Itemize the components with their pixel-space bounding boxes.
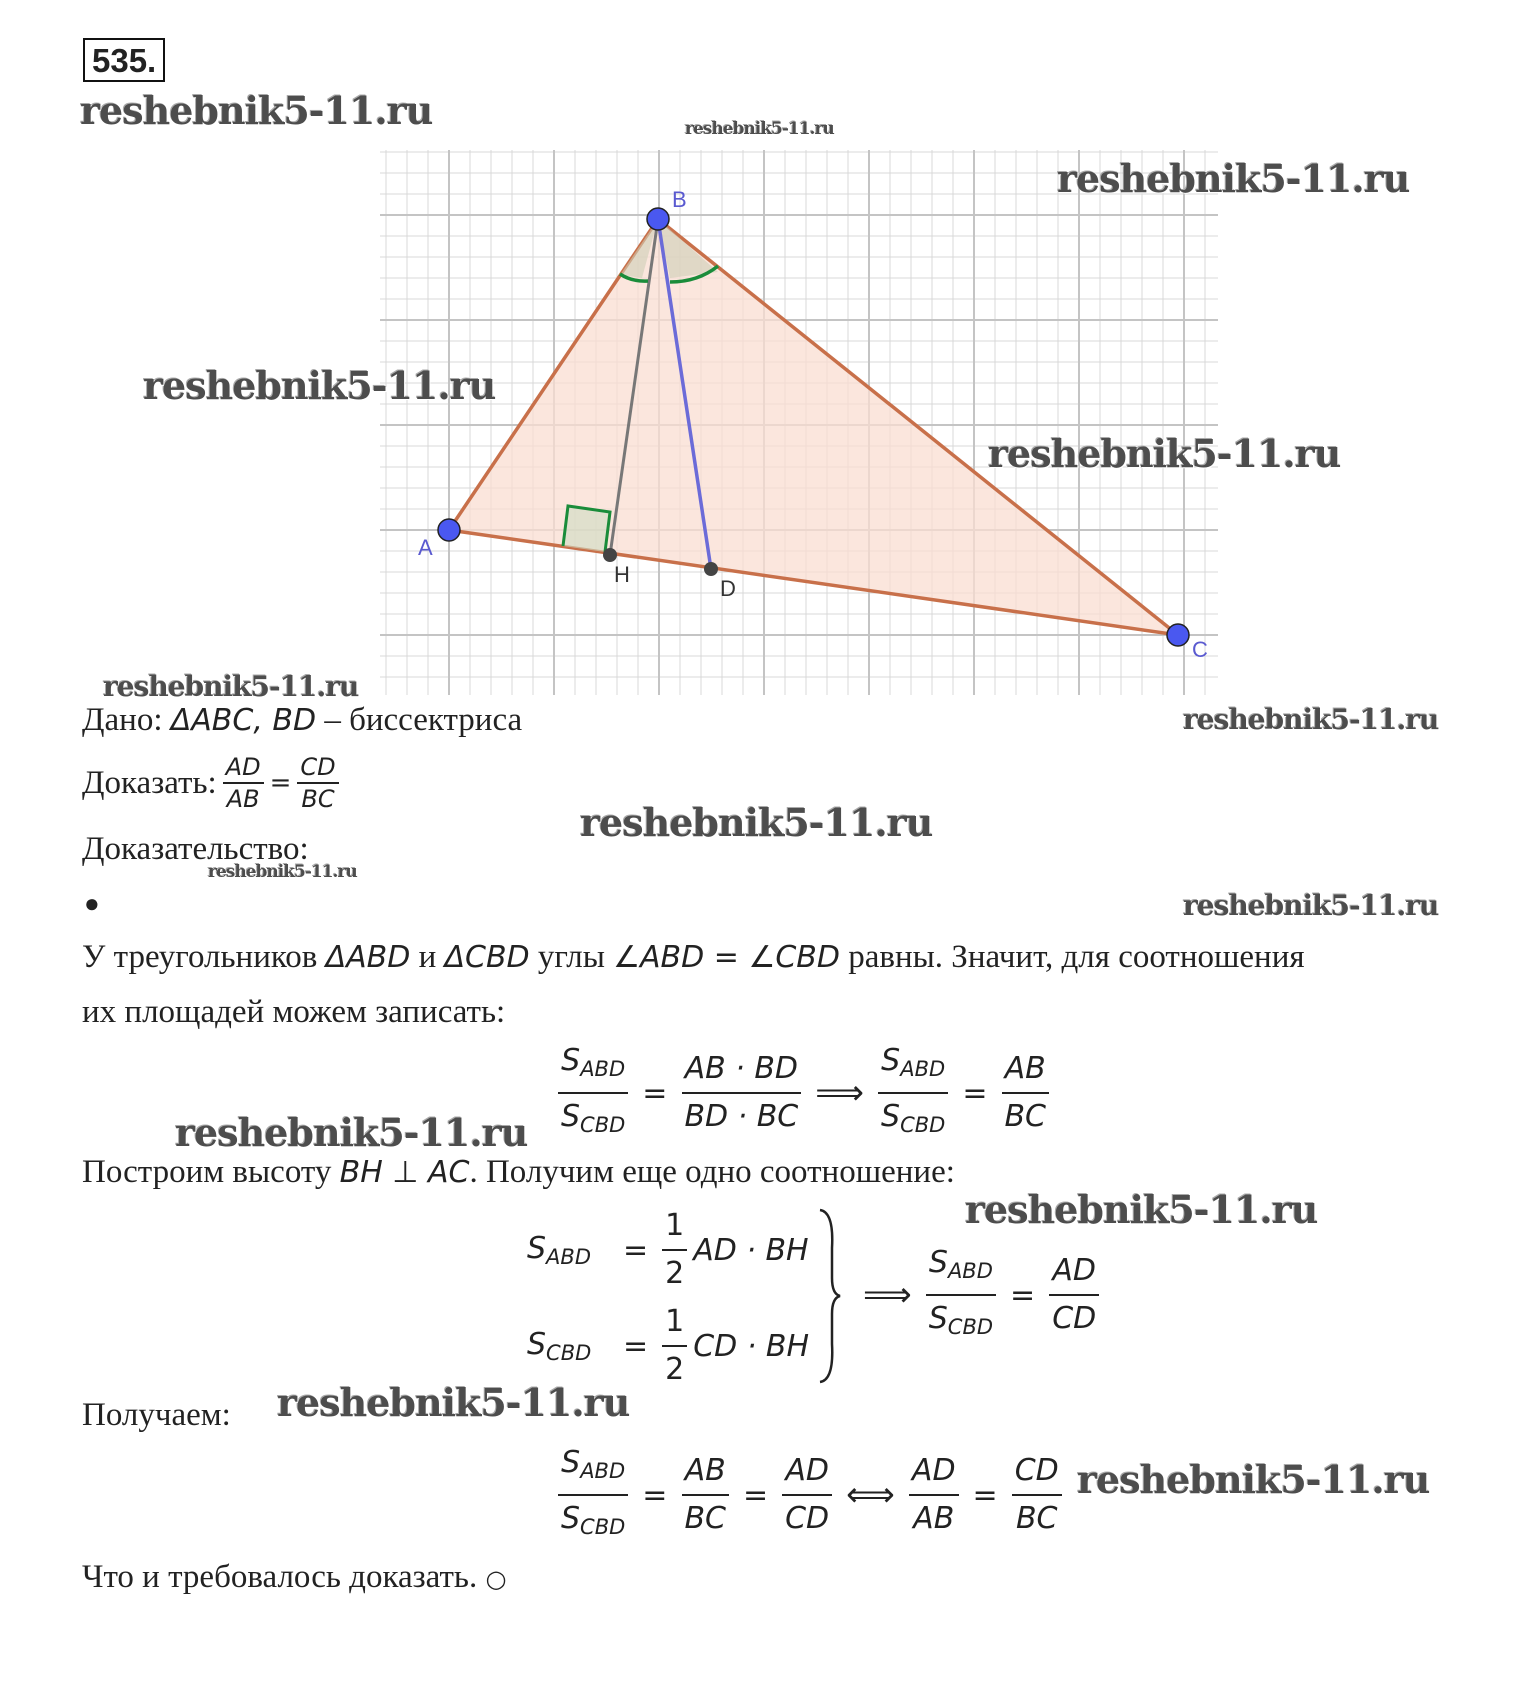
prove-lhs-denominator: AB — [226, 785, 260, 813]
f1-sub: ABD — [580, 1057, 626, 1081]
f2-res-frac-2 — [1049, 1248, 1099, 1342]
formula-final — [552, 1440, 1068, 1550]
para1-math-1: ΔABD — [325, 940, 411, 975]
para2-math: BH ⊥ AC — [339, 1155, 470, 1190]
proof-label: Доказательство: — [82, 831, 309, 867]
f3-iff: ⟺ — [846, 1475, 895, 1515]
prove-rhs-numerator: CD — [297, 752, 338, 784]
f3-frac-5 — [1012, 1448, 1062, 1542]
f2-res-frac-1 — [926, 1240, 996, 1350]
given-label: Дано: — [82, 702, 163, 738]
paragraph-2 — [82, 1152, 955, 1193]
point-h — [603, 548, 617, 562]
watermark: reshebnik5-11.ru — [685, 119, 834, 139]
prove-line — [82, 752, 345, 814]
para1-math-3: ∠ABD = ∠CBD — [613, 940, 840, 975]
triangle-abc — [449, 219, 1178, 635]
f1-s: S — [561, 1043, 581, 1078]
right-brace — [816, 1208, 844, 1384]
f3-eq: = — [742, 1477, 769, 1513]
f1-sub: CBD — [900, 1113, 946, 1137]
para1-text-1: У треугольников — [82, 939, 318, 975]
f2-s: S — [527, 1231, 547, 1266]
f1-num-4: AB — [1002, 1046, 1049, 1094]
formula-system — [527, 1202, 809, 1394]
f1-sub: CBD — [580, 1113, 626, 1137]
f2-eq: = — [623, 1328, 649, 1364]
f2-half-num: 1 — [662, 1299, 687, 1347]
f2-sub: ABD — [546, 1245, 591, 1269]
watermark: reshebnik5-11.ru — [1057, 156, 1410, 201]
f1-sub: ABD — [900, 1057, 946, 1081]
watermark: reshebnik5-11.ru — [208, 862, 357, 882]
label-h: H — [614, 562, 630, 587]
f2-implies: ⟹ — [863, 1275, 912, 1315]
label-c: C — [1192, 637, 1208, 662]
f3-eq: = — [642, 1477, 668, 1513]
f2-res-s: S — [928, 1245, 948, 1280]
watermark: reshebnik5-11.ru — [175, 1110, 528, 1155]
watermark: reshebnik5-11.ru — [580, 800, 933, 845]
f3-num-4: AD — [909, 1448, 959, 1496]
f1-den-2: BD · BC — [684, 1099, 799, 1134]
f2-half — [662, 1203, 687, 1297]
f1-frac-4 — [1001, 1046, 1049, 1140]
f3-frac-4 — [909, 1448, 959, 1542]
f2-res-eq: = — [1010, 1277, 1036, 1313]
f1-s: S — [881, 1043, 901, 1078]
f3-s: S — [561, 1501, 581, 1536]
f3-den-2: BC — [684, 1501, 726, 1536]
watermark: reshebnik5-11.ru — [80, 88, 433, 133]
f3-frac-3 — [782, 1448, 832, 1542]
problem-number: 535. — [83, 38, 165, 82]
prove-rhs-denominator: BC — [301, 785, 335, 813]
f2-half — [662, 1299, 687, 1393]
watermark: reshebnik5-11.ru — [1183, 889, 1439, 922]
f3-num-2: AB — [682, 1448, 729, 1496]
f2-row1-rest: AD · BH — [693, 1232, 809, 1268]
para1-math-2: ΔCBD — [444, 940, 530, 975]
prove-equals: = — [269, 768, 292, 798]
given-dash: – — [324, 702, 341, 738]
f1-eq: = — [962, 1075, 988, 1111]
point-c — [1167, 624, 1189, 646]
f3-sub: CBD — [580, 1515, 626, 1539]
f2-res-sub: ABD — [947, 1259, 993, 1283]
given-rest: биссектриса — [349, 702, 523, 738]
formula-system-result — [855, 1240, 1105, 1350]
watermark: reshebnik5-11.ru — [988, 431, 1341, 476]
conclusion — [82, 1557, 506, 1599]
f1-s: S — [561, 1099, 581, 1134]
watermark: reshebnik5-11.ru — [277, 1380, 630, 1425]
f3-den-5: BC — [1015, 1501, 1058, 1536]
f2-res-num: AD — [1049, 1248, 1099, 1296]
f3-eq: = — [972, 1477, 998, 1513]
f2-res-sub: CBD — [947, 1315, 994, 1339]
conclusion-text: Что и требовалось доказать. — [82, 1559, 478, 1595]
f2-half-num: 1 — [662, 1203, 687, 1251]
f3-num-3: AD — [782, 1448, 832, 1496]
f3-frac-1 — [558, 1440, 628, 1550]
watermark: reshebnik5-11.ru — [1183, 703, 1439, 736]
prove-lhs-numerator: AD — [223, 752, 264, 784]
prove-fraction-left — [223, 752, 264, 814]
f2-eq: = — [623, 1232, 649, 1268]
given-statement: ΔABC, BD — [170, 703, 317, 738]
prove-fraction-right — [297, 752, 338, 814]
point-a — [438, 519, 460, 541]
para1-text-2: и — [418, 939, 437, 975]
f2-s: S — [527, 1327, 547, 1362]
para1-text-4: равны. Значит, для соотношения — [848, 939, 1305, 975]
f2-half-den: 2 — [665, 1256, 685, 1291]
f3-num-5: CD — [1012, 1448, 1062, 1496]
f1-frac-1 — [558, 1038, 628, 1148]
f1-s: S — [881, 1099, 901, 1134]
para2-text-2: . Получим еще одно соотношение: — [469, 1154, 955, 1190]
triangle-figure — [380, 150, 1240, 695]
bullet: ● — [84, 889, 100, 918]
f2-sub: CBD — [546, 1341, 592, 1365]
end-mark: ○ — [485, 1565, 507, 1593]
watermark: reshebnik5-11.ru — [103, 670, 359, 703]
label-d: D — [720, 576, 736, 601]
paragraph-1-line-2: их площадей можем записать: — [82, 994, 506, 1030]
label-b: B — [672, 187, 687, 212]
point-d — [704, 562, 718, 576]
formula-area-ratio — [552, 1038, 1055, 1148]
system-row-2 — [527, 1298, 809, 1394]
point-b — [647, 208, 669, 230]
paragraph-3: Получаем: — [82, 1397, 231, 1433]
watermark: reshebnik5-11.ru — [1077, 1457, 1430, 1502]
watermark: reshebnik5-11.ru — [143, 363, 496, 408]
f3-den-4: AB — [913, 1501, 955, 1536]
given-line — [82, 700, 522, 741]
watermark: reshebnik5-11.ru — [965, 1187, 1318, 1232]
f1-frac-2 — [681, 1046, 801, 1140]
f1-num-2: AB · BD — [682, 1046, 801, 1094]
para2-text-1: Построим высоту — [82, 1154, 332, 1190]
f2-res-den: CD — [1052, 1301, 1097, 1336]
f1-frac-3 — [878, 1038, 948, 1148]
f2-row2-rest: CD · BH — [693, 1328, 810, 1364]
f1-implies: ⟹ — [815, 1073, 865, 1113]
paragraph-1-line-1 — [82, 937, 1305, 978]
label-a: A — [418, 535, 433, 560]
system-row-1 — [527, 1202, 809, 1298]
para1-text-3: углы — [537, 939, 605, 975]
f2-half-den: 2 — [665, 1352, 685, 1387]
f3-frac-2 — [681, 1448, 729, 1542]
f1-eq: = — [642, 1075, 668, 1111]
f3-sub: ABD — [580, 1459, 626, 1483]
prove-label: Доказать: — [82, 765, 217, 801]
f2-res-s: S — [928, 1301, 948, 1336]
f3-s: S — [561, 1445, 581, 1480]
f3-den-3: CD — [785, 1501, 830, 1536]
f1-den-4: BC — [1004, 1099, 1046, 1134]
right-angle-mark — [563, 506, 610, 552]
